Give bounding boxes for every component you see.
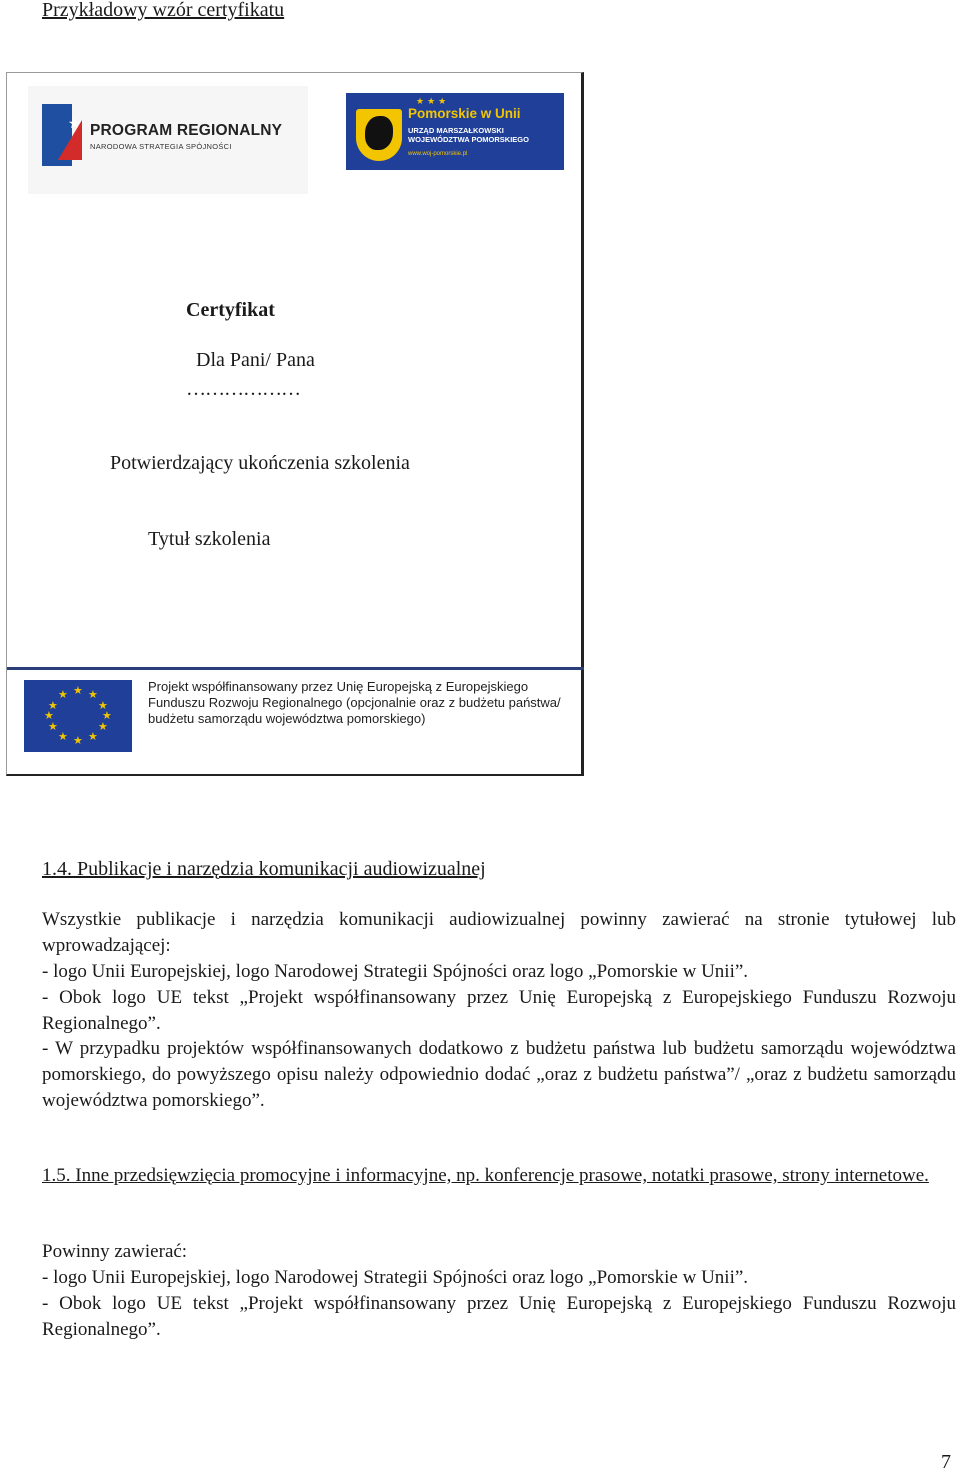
logo-program-title: PROGRAM REGIONALNY [90,122,283,139]
certificate-training-title: Tytuł szkolenia [148,528,271,550]
griffin-coat-of-arms-icon [356,109,402,161]
section-1-5-item-eu-text: - Obok logo UE tekst „Projekt współfinansowany przez Unię Europejską z Europejskiego Funduszu Rozwoju Regionalnego”. [42,1293,956,1340]
certificate-name-placeholder: ……………… [186,378,300,400]
section-1-4-title: 1.4. Publikacje i narzędzia komunikacji audiowizualnej [42,858,486,880]
star-icon: ★ [68,117,81,132]
section-1-4-item-cofinancing: - W przypadku projektów współfinansowanych dodatkowo z budżetu państwa lub budżetu samorządu województwa pomorskiego, do powyższego opisu należy odpowiednio dodać „oraz z budżetu państwa”/ „oraz z budżetu samorządu województwa pomorskiego”. [42,1038,956,1111]
certificate-recipient-label: Dla Pani/ Pana [196,349,315,371]
certificate-cofinancing-note: Projekt współfinansowany przez Unię Europejską z Europejskiego Funduszu Rozwoju Regionalnego (opcjonalnie oraz z budżetu państwa/ budżetu samorządu województwa pomorskiego) [148,679,561,726]
section-1-5-intro: Powinny zawierać: [42,1241,188,1262]
certificate-confirm-text: Potwierdzający ukończenia szkolenia [110,452,410,474]
stars-icon: ★★★ [416,96,450,106]
section-1-4-intro: Wszystkie publikacje i narzędzia komunikacji audiowizualnej powinny zawierać na stronie tytułowej lub wprowadzającej: [42,909,956,956]
section-1-5-title: 1.5. Inne przedsięwzięcia promocyjne i informacyjne, np. konferencje prasowe, notatki prasowe, strony internetowe. [42,1165,929,1186]
document-heading: Przykładowy wzór certyfikatu [42,0,285,21]
logo-pomorskie-url: www.woj-pomorskie.pl [408,151,468,157]
logo-pomorskie-title: Pomorskie w Unii [408,106,521,121]
logo-program-subtitle: NARODOWA STRATEGIA SPÓJNOŚCI [90,142,232,151]
pomorskie-w-unii-logo [346,93,564,170]
section-1-4-item-eu-text: - Obok logo UE tekst „Projekt współfinansowany przez Unię Europejską z Europejskiego Funduszu Rozwoju Regionalnego”. [42,987,956,1034]
certificate-divider [7,667,584,670]
program-regionalny-logo [28,86,308,194]
eu-flag-icon: ★ ★ ★ ★ ★ ★ ★ ★ ★ ★ ★ ★ [24,680,132,752]
section-1-5-item-logos: - logo Unii Europejskiej, logo Narodowej Strategii Spójności oraz logo „Pomorskie w Unii”. [42,1267,749,1288]
page-number: 7 [941,1451,951,1473]
section-1-4-item-logos: - logo Unii Europejskiej, logo Narodowej Strategii Spójności oraz logo „Pomorskie w Unii”. [42,961,749,982]
certificate-title: Certyfikat [186,299,275,321]
logo-pomorskie-office: URZĄD MARSZAŁKOWSKI WOJEWÓDZTWA POMORSKIEGO [408,126,529,144]
